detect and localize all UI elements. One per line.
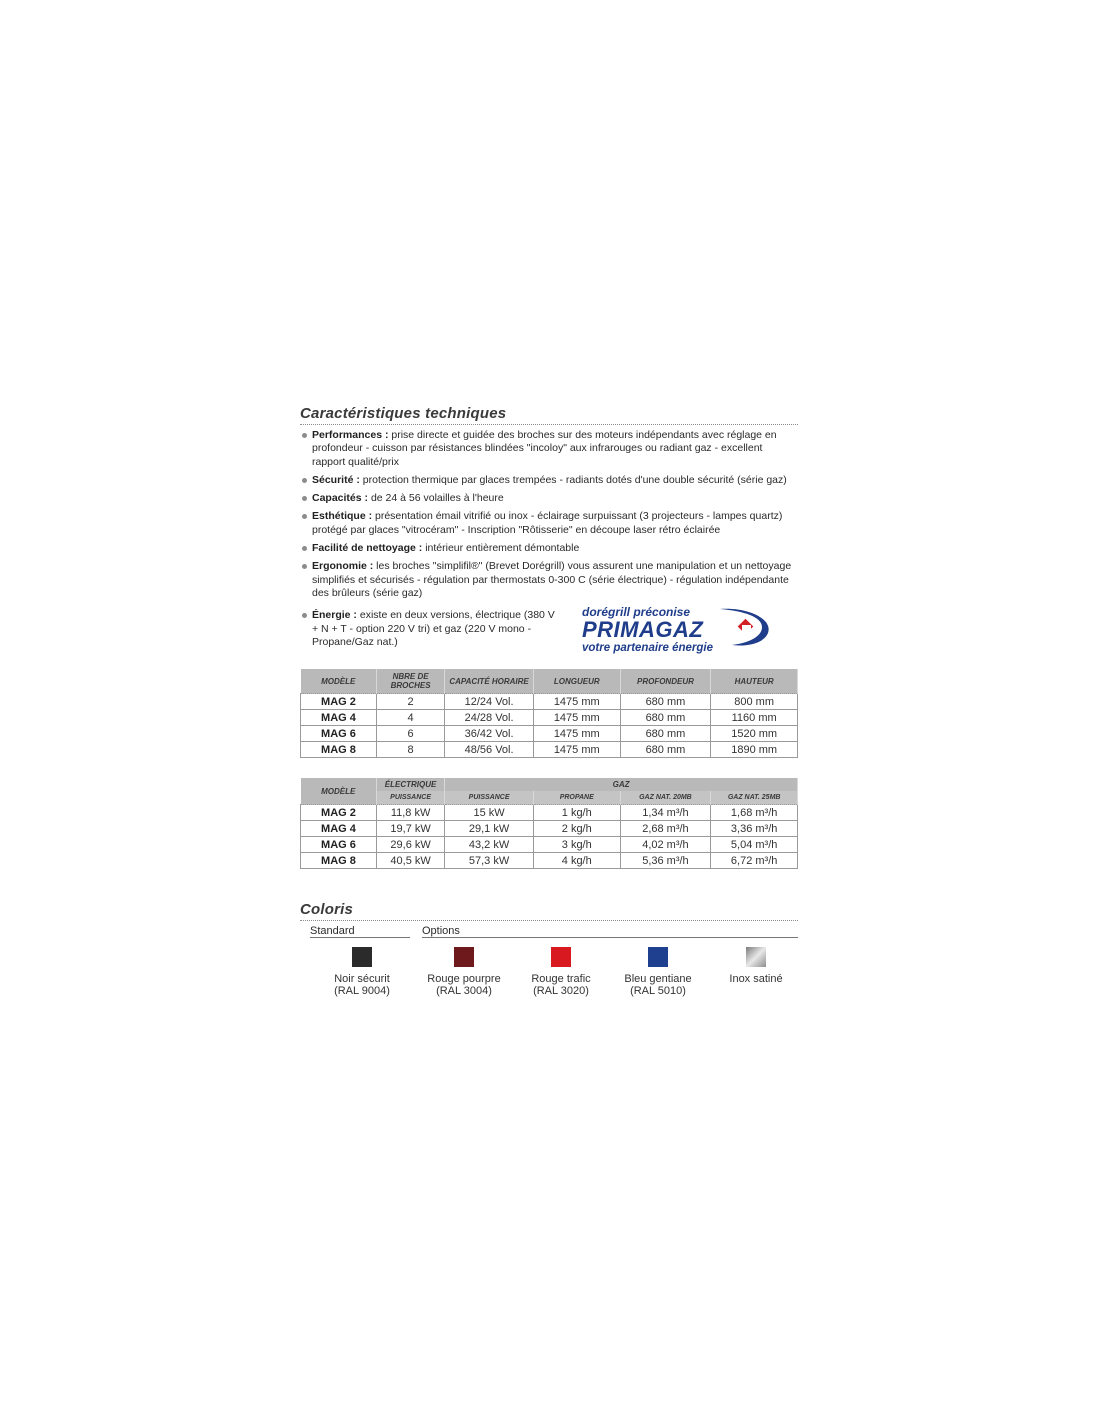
cell: 4 kg/h (533, 853, 620, 869)
swatch-rouge-trafic (511, 947, 611, 997)
bullet-icon (302, 613, 307, 618)
feature-text: intérieur entièrement démontable (422, 542, 580, 555)
primagaz-logo (578, 599, 778, 657)
cell: 680 mm (620, 710, 711, 726)
feature-label: Sécurité : (312, 473, 360, 486)
feature-item (300, 474, 798, 487)
cell: 1,68 m³/h (711, 805, 798, 821)
cell: 6 (376, 726, 444, 742)
logo-brand: PRIMAGAZ (582, 617, 704, 643)
col-header: CAPACITÉ HORAIRE (445, 669, 534, 694)
logo-tagline: dorégrill préconise (582, 605, 691, 620)
cell: MAG 4 (301, 821, 377, 837)
color-chip (454, 947, 474, 967)
cell: 1160 mm (711, 710, 798, 726)
cell: 1,34 m³/h (620, 805, 711, 821)
swatch-ral: (RAL 3020) (533, 985, 589, 998)
cell: 1475 mm (533, 694, 620, 710)
coloris-section (300, 901, 798, 1007)
feature-label: Esthétique : (312, 510, 373, 523)
table-row (301, 694, 798, 710)
table-row (301, 726, 798, 742)
feature-item (300, 510, 798, 537)
table-row (301, 821, 798, 837)
cell: 11,8 kW (376, 805, 444, 821)
logo-subline: votre partenaire énergie (582, 642, 714, 655)
cell: 680 mm (620, 726, 711, 742)
options-label: Options (422, 925, 798, 938)
cell: MAG 2 (301, 694, 377, 710)
cell: 24/28 Vol. (445, 710, 534, 726)
table-row (301, 837, 798, 853)
col-subheader: PROPANE (533, 791, 620, 805)
feature-text: prise directe et guidée des broches sur des moteurs indépendants avec réglage en profondeur - cuisson par résistances blindées "incoloy" aux infrarouges ou radiant gaz - excellent rapport qualité/prix (312, 429, 777, 468)
cell: 29,6 kW (376, 837, 444, 853)
standard-label: Standard (310, 925, 410, 938)
col-header: GAZ (445, 778, 798, 791)
feature-label: Performances : (312, 429, 389, 441)
color-chip (746, 947, 766, 967)
dimensions-table (300, 669, 798, 758)
feature-item (300, 560, 798, 600)
feature-label: Énergie : (312, 609, 357, 622)
feature-text: présentation émail vitrifié ou inox - éclairage surpuissant (3 projecteurs - lampes quartz) protégé par glaces "vitrocéram" - Inscription "Rôtisserie" en découpe laser rétro éclairée (312, 510, 783, 536)
feature-item (300, 542, 798, 555)
bullet-icon (302, 433, 307, 438)
cell: 12/24 Vol. (445, 694, 534, 710)
feature-text: les broches "simplifil®" (Brevet Dorégrill) vous assurent une manipulation et un nettoyage simplifiés et sécurisés - régulation par thermostats 0-300 C (série électrique) - régulation indépendante des brûleurs (série gaz) (312, 560, 792, 599)
cell: 2 kg/h (533, 821, 620, 837)
cell: 1890 mm (711, 742, 798, 758)
table-row (301, 710, 798, 726)
feature-label: Facilité de nettoyage : (312, 542, 423, 555)
swatch-list (300, 947, 798, 1007)
swatch-bleu-gentiane (608, 947, 708, 997)
bullet-icon (302, 496, 307, 501)
col-subheader: PUISSANCE (376, 791, 444, 805)
coloris-groups (300, 923, 798, 941)
cell: 6,72 m³/h (711, 853, 798, 869)
color-chip (352, 947, 372, 967)
cell: 43,2 kW (445, 837, 534, 853)
primagaz-swoosh-icon (718, 603, 778, 649)
cell: MAG 8 (301, 742, 377, 758)
feature-text: de 24 à 56 volailles à l'heure (368, 492, 504, 505)
cell: 57,3 kW (445, 853, 534, 869)
cell: 1520 mm (711, 726, 798, 742)
swatch-ral: (RAL 5010) (630, 985, 686, 998)
cell: 2,68 m³/h (620, 821, 711, 837)
swatch-name: Bleu gentiane (624, 973, 692, 986)
cell: 2 (376, 694, 444, 710)
feature-label: Capacités : (312, 492, 369, 505)
col-subheader: PUISSANCE (445, 791, 534, 805)
cell: 19,7 kW (376, 821, 444, 837)
feature-item (300, 609, 560, 649)
feature-text: protection thermique par glaces trempées - radiants dotés d'une double sécurité (série gaz) (359, 473, 787, 486)
swatch-name: Rouge trafic (531, 973, 591, 986)
bullet-icon (302, 478, 307, 483)
table-header-row (301, 778, 798, 791)
swatch-name: Noir sécurit (334, 973, 390, 986)
cell: 15 kW (445, 805, 534, 821)
col-header: LONGUEUR (533, 669, 620, 694)
feature-label: Ergonomie : (312, 560, 374, 573)
cell: MAG 8 (301, 853, 377, 869)
col-header: ÉLECTRIQUE (376, 778, 444, 791)
cell: 40,5 kW (376, 853, 444, 869)
tech-title: Caractéristiques techniques (300, 405, 798, 425)
cell: 1 kg/h (533, 805, 620, 821)
cell: 48/56 Vol. (445, 742, 534, 758)
cell: 36/42 Vol. (445, 726, 534, 742)
cell: 4 (376, 710, 444, 726)
feature-item (300, 492, 798, 505)
table-header-row (301, 669, 798, 694)
color-chip (648, 947, 668, 967)
cell: MAG 6 (301, 726, 377, 742)
cell: 1475 mm (533, 742, 620, 758)
cell: 5,04 m³/h (711, 837, 798, 853)
cell: 1475 mm (533, 726, 620, 742)
cell: 800 mm (711, 694, 798, 710)
cell: 3 kg/h (533, 837, 620, 853)
table-row (301, 742, 798, 758)
swatch-rouge-pourpre (414, 947, 514, 997)
bullet-icon (302, 514, 307, 519)
cell: 4,02 m³/h (620, 837, 711, 853)
bullet-icon (302, 564, 307, 569)
swatch-name: Rouge pourpre (427, 973, 501, 986)
cell: 680 mm (620, 742, 711, 758)
swatch-inox-satine (706, 947, 806, 985)
cell: 3,36 m³/h (711, 821, 798, 837)
coloris-title: Coloris (300, 901, 798, 921)
cell: MAG 4 (301, 710, 377, 726)
swatch-ral: (RAL 9004) (334, 985, 390, 998)
energy-list (300, 609, 560, 654)
power-table (300, 778, 798, 869)
cell: 29,1 kW (445, 821, 534, 837)
cell: MAG 2 (301, 805, 377, 821)
col-header: MODÈLE (301, 669, 377, 694)
col-header: NBRE DE BROCHES (376, 669, 444, 694)
cell: 8 (376, 742, 444, 758)
swatch-noir (312, 947, 412, 997)
energy-row (300, 605, 798, 663)
feature-item (300, 429, 798, 469)
cell: 5,36 m³/h (620, 853, 711, 869)
col-subheader: GAZ NAT. 25MB (711, 791, 798, 805)
cell: 1475 mm (533, 710, 620, 726)
table-row (301, 805, 798, 821)
cell: MAG 6 (301, 837, 377, 853)
bullet-icon (302, 546, 307, 551)
col-header: HAUTEUR (711, 669, 798, 694)
spec-sheet (300, 405, 798, 1007)
feature-list (300, 429, 798, 600)
feature-text: existe en deux versions, électrique (380 V + N + T - option 220 V tri) et gaz (220 V mono - Propane/Gaz nat.) (312, 609, 555, 648)
table-row (301, 853, 798, 869)
cell: 680 mm (620, 694, 711, 710)
col-header: MODÈLE (301, 778, 377, 805)
swatch-ral: (RAL 3004) (436, 985, 492, 998)
col-subheader: GAZ NAT. 20MB (620, 791, 711, 805)
col-header: PROFONDEUR (620, 669, 711, 694)
swatch-name: Inox satiné (729, 973, 783, 986)
color-chip (551, 947, 571, 967)
